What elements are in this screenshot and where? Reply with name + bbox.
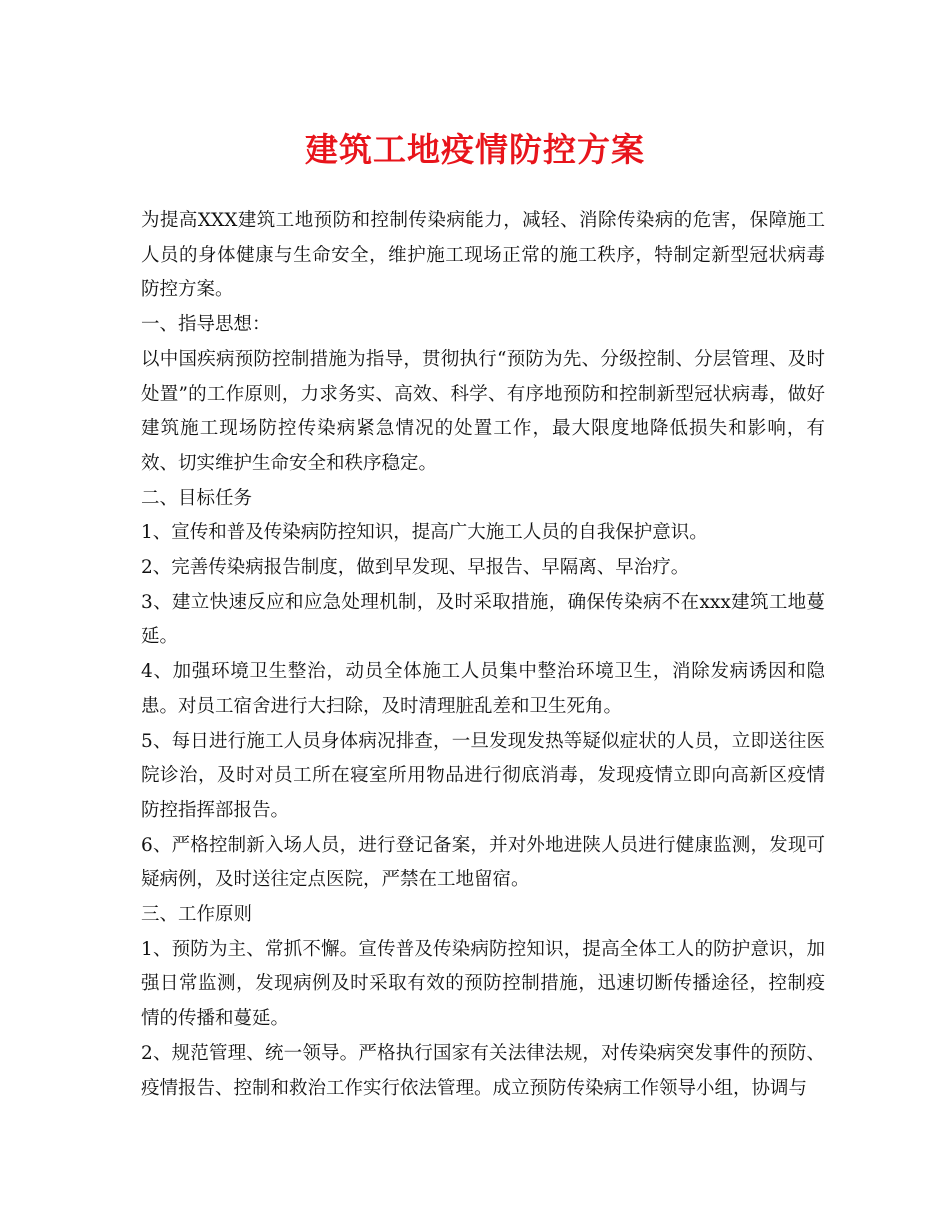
guiding-ideology-paragraph: 以中国疾病预防控制措施为指导，贯彻执行“预防为先、分级控制、分层管理、及时处置”的工作原则，力求务实、高效、科学、有序地预防和控制新型冠状病毒，做好建筑施工现场防控传染病紧急情况的处置工作，最大限度地降低损失和影响，有效、切实维护生命安全和秩序稳定。	[141, 348, 825, 474]
goal-item-1: 1、宣传和普及传染病防控知识，提高广大施工人员的自我保护意识。	[141, 522, 708, 544]
goal-item-3: 3、建立快速反应和应急处理机制，及时采取措施，确保传染病不在xxx建筑工地蔓延。	[141, 591, 825, 648]
document-body	[141, 204, 825, 1106]
section-heading-guiding-ideology: 一、指导思想：	[141, 314, 271, 336]
goal-item-2: 2、完善传染病报告制度，做到早发现、早报告、早隔离、早治疗。	[141, 557, 690, 579]
section-heading-goals: 二、目标任务	[141, 487, 253, 509]
document-title: 建筑工地疫情防控方案	[305, 130, 645, 169]
principle-item-2: 2、规范管理、统一领导。严格执行国家有关法律法规，对传染病突发事件的预防、疫情报告、控制和救治工作实行依法管理。成立预防传染病工作领导小组，协调与	[141, 1042, 825, 1099]
section-heading-principles: 三、工作原则	[141, 904, 253, 926]
goal-item-4: 4、加强环境卫生整治，动员全体施工人员集中整治环境卫生，消除发病诱因和隐患。对员工宿舍进行大扫除，及时清理脏乱差和卫生死角。	[141, 661, 825, 717]
principle-item-1: 1、预防为主、常抓不懈。宣传普及传染病防控知识，提高全体工人的防护意识，加强日常监测，发现病例及时采取有效的预防控制措施，迅速切断传播途径，控制疫情的传播和蔓延。	[141, 938, 825, 1030]
intro-paragraph: 为提高XXX建筑工地预防和控制传染病能力，减轻、消除传染病的危害，保障施工人员的身体健康与生命安全，维护施工现场正常的施工秩序，特制定新型冠状病毒防控方案。	[141, 210, 825, 301]
goal-item-6: 6、严格控制新入场人员，进行登记备案，并对外地进陕人员进行健康监测，发现可疑病例，及时送往定点医院，严禁在工地留宿。	[141, 834, 825, 891]
goal-item-5: 5、每日进行施工人员身体病况排查，一旦发现发热等疑似症状的人员，立即送往医院诊治，及时对员工所在寝室所用物品进行彻底消毒，发现疫情立即向高新区疫情防控指挥部报告。	[141, 730, 825, 821]
